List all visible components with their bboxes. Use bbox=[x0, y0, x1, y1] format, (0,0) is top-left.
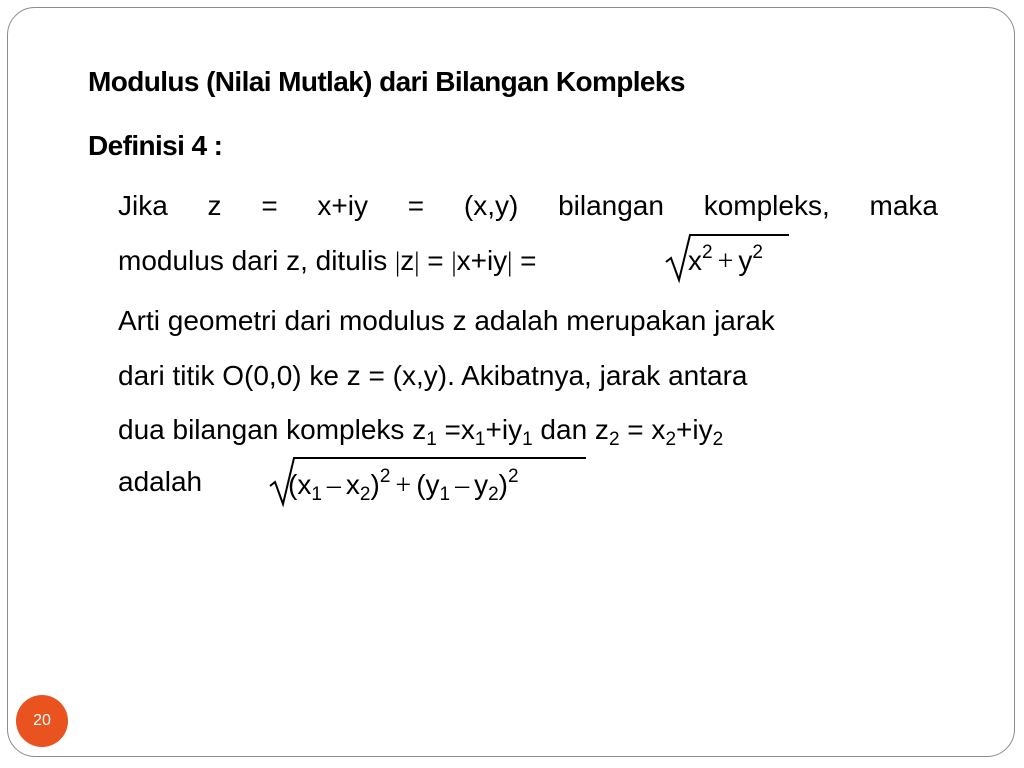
abs-bar-close: | bbox=[414, 246, 420, 277]
line2-prefix: modulus dari z, ditulis bbox=[118, 245, 396, 276]
equals-sign-end: = bbox=[512, 245, 537, 276]
abs-bar-open: | bbox=[395, 246, 401, 277]
equals-sign: = bbox=[419, 245, 452, 276]
sub-y1: 1 bbox=[522, 429, 533, 450]
df-sub-x2: 2 bbox=[359, 484, 371, 505]
line3-text-a: dua bilangan kompleks z bbox=[118, 414, 427, 445]
df-plus: + bbox=[395, 470, 412, 501]
page-number-badge: 20 bbox=[16, 695, 68, 747]
definition-line-2 bbox=[118, 245, 537, 277]
slide-title: Modulus (Nilai Mutlak) dari Bilangan Kompleks bbox=[88, 66, 685, 97]
rad-y-exponent: 2 bbox=[752, 242, 763, 263]
df-exp-2: 2 bbox=[508, 466, 519, 487]
geometry-line-3 bbox=[118, 414, 724, 450]
df-close-2: ) bbox=[498, 469, 508, 500]
sub-y2: 2 bbox=[712, 429, 724, 450]
line3-text-e: = x bbox=[619, 414, 666, 445]
df-minus-1: – bbox=[326, 470, 341, 501]
rad-y: y bbox=[738, 245, 753, 276]
rad-x-exponent: 2 bbox=[702, 242, 713, 263]
geometry-line-1: Arti geometri dari modulus z adalah merupakan jarak bbox=[118, 305, 775, 336]
geometry-line-2: dari titik O(0,0) ke z = (x,y). Akibatnya, jarak antara bbox=[118, 360, 748, 391]
sub-x1: 1 bbox=[474, 429, 486, 450]
df-sub-y1: 1 bbox=[439, 484, 451, 505]
df-x2: x bbox=[345, 469, 360, 500]
sub-z1: 1 bbox=[426, 429, 437, 450]
df-y2: y bbox=[474, 469, 489, 500]
line3-text-b: =x bbox=[436, 414, 475, 445]
df-open-x1: (x bbox=[288, 469, 312, 500]
df-sub-y2: 2 bbox=[488, 484, 499, 505]
df-close-1: ) bbox=[370, 469, 380, 500]
line3-text-f: +iy bbox=[676, 414, 713, 445]
geometry-line-4-label: adalah bbox=[118, 466, 203, 497]
line3-text-c: +iy bbox=[485, 414, 523, 445]
sub-z2: 2 bbox=[608, 429, 620, 450]
rad-plus: + bbox=[717, 246, 734, 277]
df-sub-x1: 1 bbox=[311, 484, 322, 505]
modulus-radicand bbox=[688, 242, 763, 278]
df-minus-2: – bbox=[455, 470, 470, 501]
rad-x: x bbox=[688, 245, 702, 276]
line3-text-d: dan z bbox=[532, 414, 609, 445]
df-open-y1: (y bbox=[416, 469, 440, 500]
abs-bar-close-2: | bbox=[507, 246, 513, 277]
var-z: z bbox=[400, 245, 415, 276]
df-exp-1: 2 bbox=[379, 466, 391, 487]
abs-bar-open-2: | bbox=[451, 246, 457, 277]
distance-formula bbox=[288, 466, 519, 505]
sub-x2: 2 bbox=[665, 429, 677, 450]
expr-x-plus-iy: x+iy bbox=[456, 245, 508, 276]
definition-line-1: Jika z = x+iy = (x,y) bilangan kompleks, maka bbox=[118, 190, 938, 221]
definition-label: Definisi 4 : bbox=[88, 130, 223, 161]
